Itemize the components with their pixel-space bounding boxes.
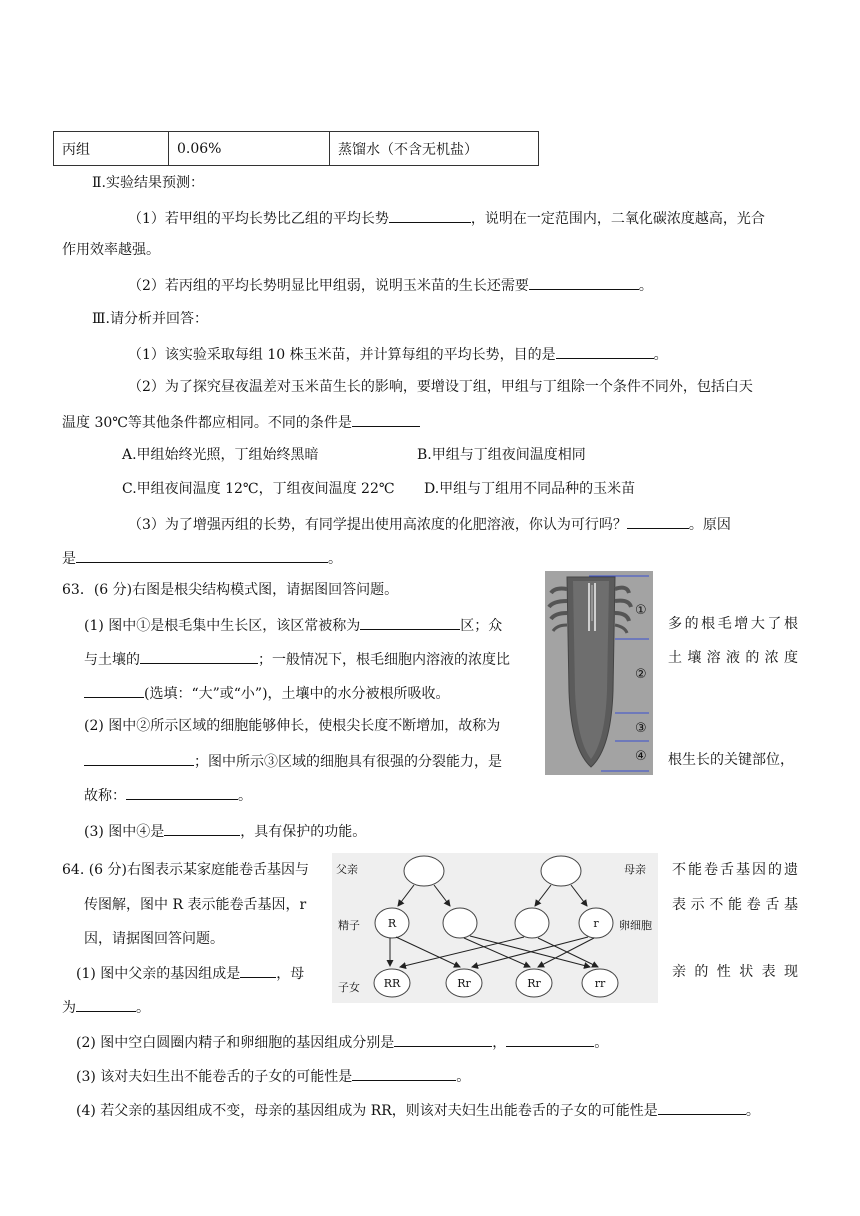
figure-label-2: ② <box>635 667 647 682</box>
q63-1-line2-right: 土壤溶液的浓度 <box>668 650 798 666</box>
q63-1-line2: 与土壤的 ；一般情况下，根毛细胞内溶液的浓度比 <box>84 648 510 670</box>
answer-blank[interactable] <box>529 274 639 290</box>
answer-blank[interactable] <box>76 996 136 1012</box>
question-3-line2: 是 。 <box>62 547 342 569</box>
answer-blank[interactable] <box>126 784 238 800</box>
q64-4: (4) 若父亲的基因组成不变，母亲的基因组成为 RR，则该对夫妇生出能卷舌的子女的可能性是 。 <box>76 1099 760 1121</box>
q63-1-line1-right: 多的根毛增大了根 <box>668 616 798 632</box>
sperm-circle-2 <box>443 908 477 938</box>
q64-line1-right: 不能卷舌基因的遗 <box>672 862 798 878</box>
q64-1-line2: 为 。 <box>62 996 150 1018</box>
answer-blank[interactable] <box>84 750 194 766</box>
q64-2: (2) 图中空白圆圈内精子和卵细胞的基因组成分别是 ， 。 <box>76 1031 608 1053</box>
gamete-label-1: R <box>387 917 397 930</box>
answer-blank[interactable] <box>240 962 276 978</box>
answer-blank[interactable] <box>556 343 654 359</box>
prediction-2: （2）若丙组的平均长势明显比甲组弱，说明玉米苗的生长还需要 。 <box>128 274 653 296</box>
question-1: （1）该实验采取每组 10 株玉米苗，并计算每组的平均长势，目的是 。 <box>128 343 668 365</box>
q64-1-line1: (1) 图中父亲的基因组成是 ，母 <box>76 962 304 984</box>
q63-1-line3: (选填：“大”或“小”)，土壤中的水分被根所吸收。 <box>84 682 450 704</box>
answer-blank[interactable] <box>84 682 144 698</box>
answer-blank[interactable] <box>658 1099 746 1115</box>
question-2-line1: （2）为了探究昼夜温差对玉米苗生长的影响，要增设丁组，甲组与丁组除一个条件不同外，包括白天 <box>128 379 753 395</box>
label-egg: 卵细胞 <box>619 919 652 932</box>
offspring-label-3: Rr <box>527 977 541 990</box>
option-c[interactable]: C.甲组夜间温度 12℃，丁组夜间温度 22℃ <box>122 481 395 497</box>
q64-line2: 传图解，图中 R 表示能卷舌基因，r <box>84 897 307 913</box>
answer-blank[interactable] <box>394 1031 492 1047</box>
question-2-line2: 温度 30℃等其他条件都应相同。不同的条件是 <box>62 411 420 433</box>
answer-blank[interactable] <box>360 614 460 630</box>
answer-blank[interactable] <box>506 1031 594 1047</box>
answer-blank[interactable] <box>389 207 471 223</box>
figure-label-1: ① <box>635 603 647 618</box>
q64-line1: 64. (6 分)右图表示某家庭能卷舌基因与 <box>62 862 309 878</box>
q63-1-line1: (1) 图中①是根毛集中生长区，该区常被称为 区；众 <box>84 614 502 636</box>
offspring-label-2: Rr <box>457 977 471 990</box>
experiment-table <box>53 131 539 166</box>
answer-blank[interactable] <box>352 1065 456 1081</box>
figure-label-3: ③ <box>635 721 647 736</box>
root-tip-illustration <box>545 571 653 775</box>
egg-circle-1 <box>515 908 549 938</box>
q64-1-line1-right: 亲的性状表现 <box>672 964 798 980</box>
label-mother: 母亲 <box>624 863 646 876</box>
q63-2-line1: (2) 图中②所示区域的细胞能够伸长，使根尖长度不断增加，故称为 <box>84 718 501 734</box>
prediction-1-line1: （1）若甲组的平均长势比乙组的平均长势 ，说明在一定范围内，二氧化碳浓度越高，光合 <box>128 207 765 229</box>
figure-label-4: ④ <box>635 749 647 764</box>
inheritance-diagram-svg <box>332 853 658 1003</box>
label-children: 子女 <box>338 981 360 994</box>
answer-blank[interactable] <box>627 513 689 529</box>
table-row <box>54 132 539 166</box>
gamete-label-4: r <box>593 917 599 930</box>
root-tip-figure <box>545 571 653 775</box>
answer-blank[interactable] <box>140 648 258 664</box>
section-2-title: Ⅱ.实验结果预测： <box>92 175 204 191</box>
option-a[interactable]: A.甲组始终光照，丁组始终黑暗 <box>122 447 319 463</box>
q64-line3: 因，请据图回答问题。 <box>84 931 224 947</box>
mother-circle <box>541 856 581 886</box>
label-father: 父亲 <box>336 863 358 876</box>
q63-2-line2-right: 根生长的关键部位， <box>668 752 794 768</box>
q63-2-line3: 故称： 。 <box>84 784 252 806</box>
q63-2-line2: ；图中所示③区域的细胞具有很强的分裂能力，是 <box>84 750 502 772</box>
q64-line2-right: 表示不能卷舌基 <box>672 897 798 913</box>
offspring-label-1: RR <box>383 977 401 990</box>
q64-3: (3) 该对夫妇生出不能卷舌的子女的可能性是 。 <box>76 1065 470 1087</box>
answer-blank[interactable] <box>164 820 240 836</box>
section-3-title: Ⅲ.请分析并回答： <box>92 311 208 327</box>
question-3-line1: （3）为了增强丙组的长势，有同学提出使用高浓度的化肥溶液，你认为可行吗？ 。原因 <box>128 513 731 535</box>
table-cell-group: 丙组 <box>54 132 169 166</box>
q63-3: (3) 图中④是 ，具有保护的功能。 <box>84 820 366 842</box>
inheritance-diagram <box>332 853 658 1003</box>
table-cell-solution: 蒸馏水（不含无机盐） <box>330 132 539 166</box>
father-circle <box>404 856 444 886</box>
answer-blank[interactable] <box>76 547 328 563</box>
label-sperm: 精子 <box>338 919 360 932</box>
answer-blank[interactable] <box>352 411 420 427</box>
q63-title: 63．(6 分)右图是根尖结构模式图，请据图回答问题。 <box>62 582 399 598</box>
prediction-1-line2: 作用效率越强。 <box>62 242 160 258</box>
option-d[interactable]: D.甲组与丁组用不同品种的玉米苗 <box>424 481 636 497</box>
offspring-label-4: rr <box>594 977 606 990</box>
table-cell-concentration: 0.06% <box>169 132 330 166</box>
option-b[interactable]: B.甲组与丁组夜间温度相同 <box>417 447 586 463</box>
